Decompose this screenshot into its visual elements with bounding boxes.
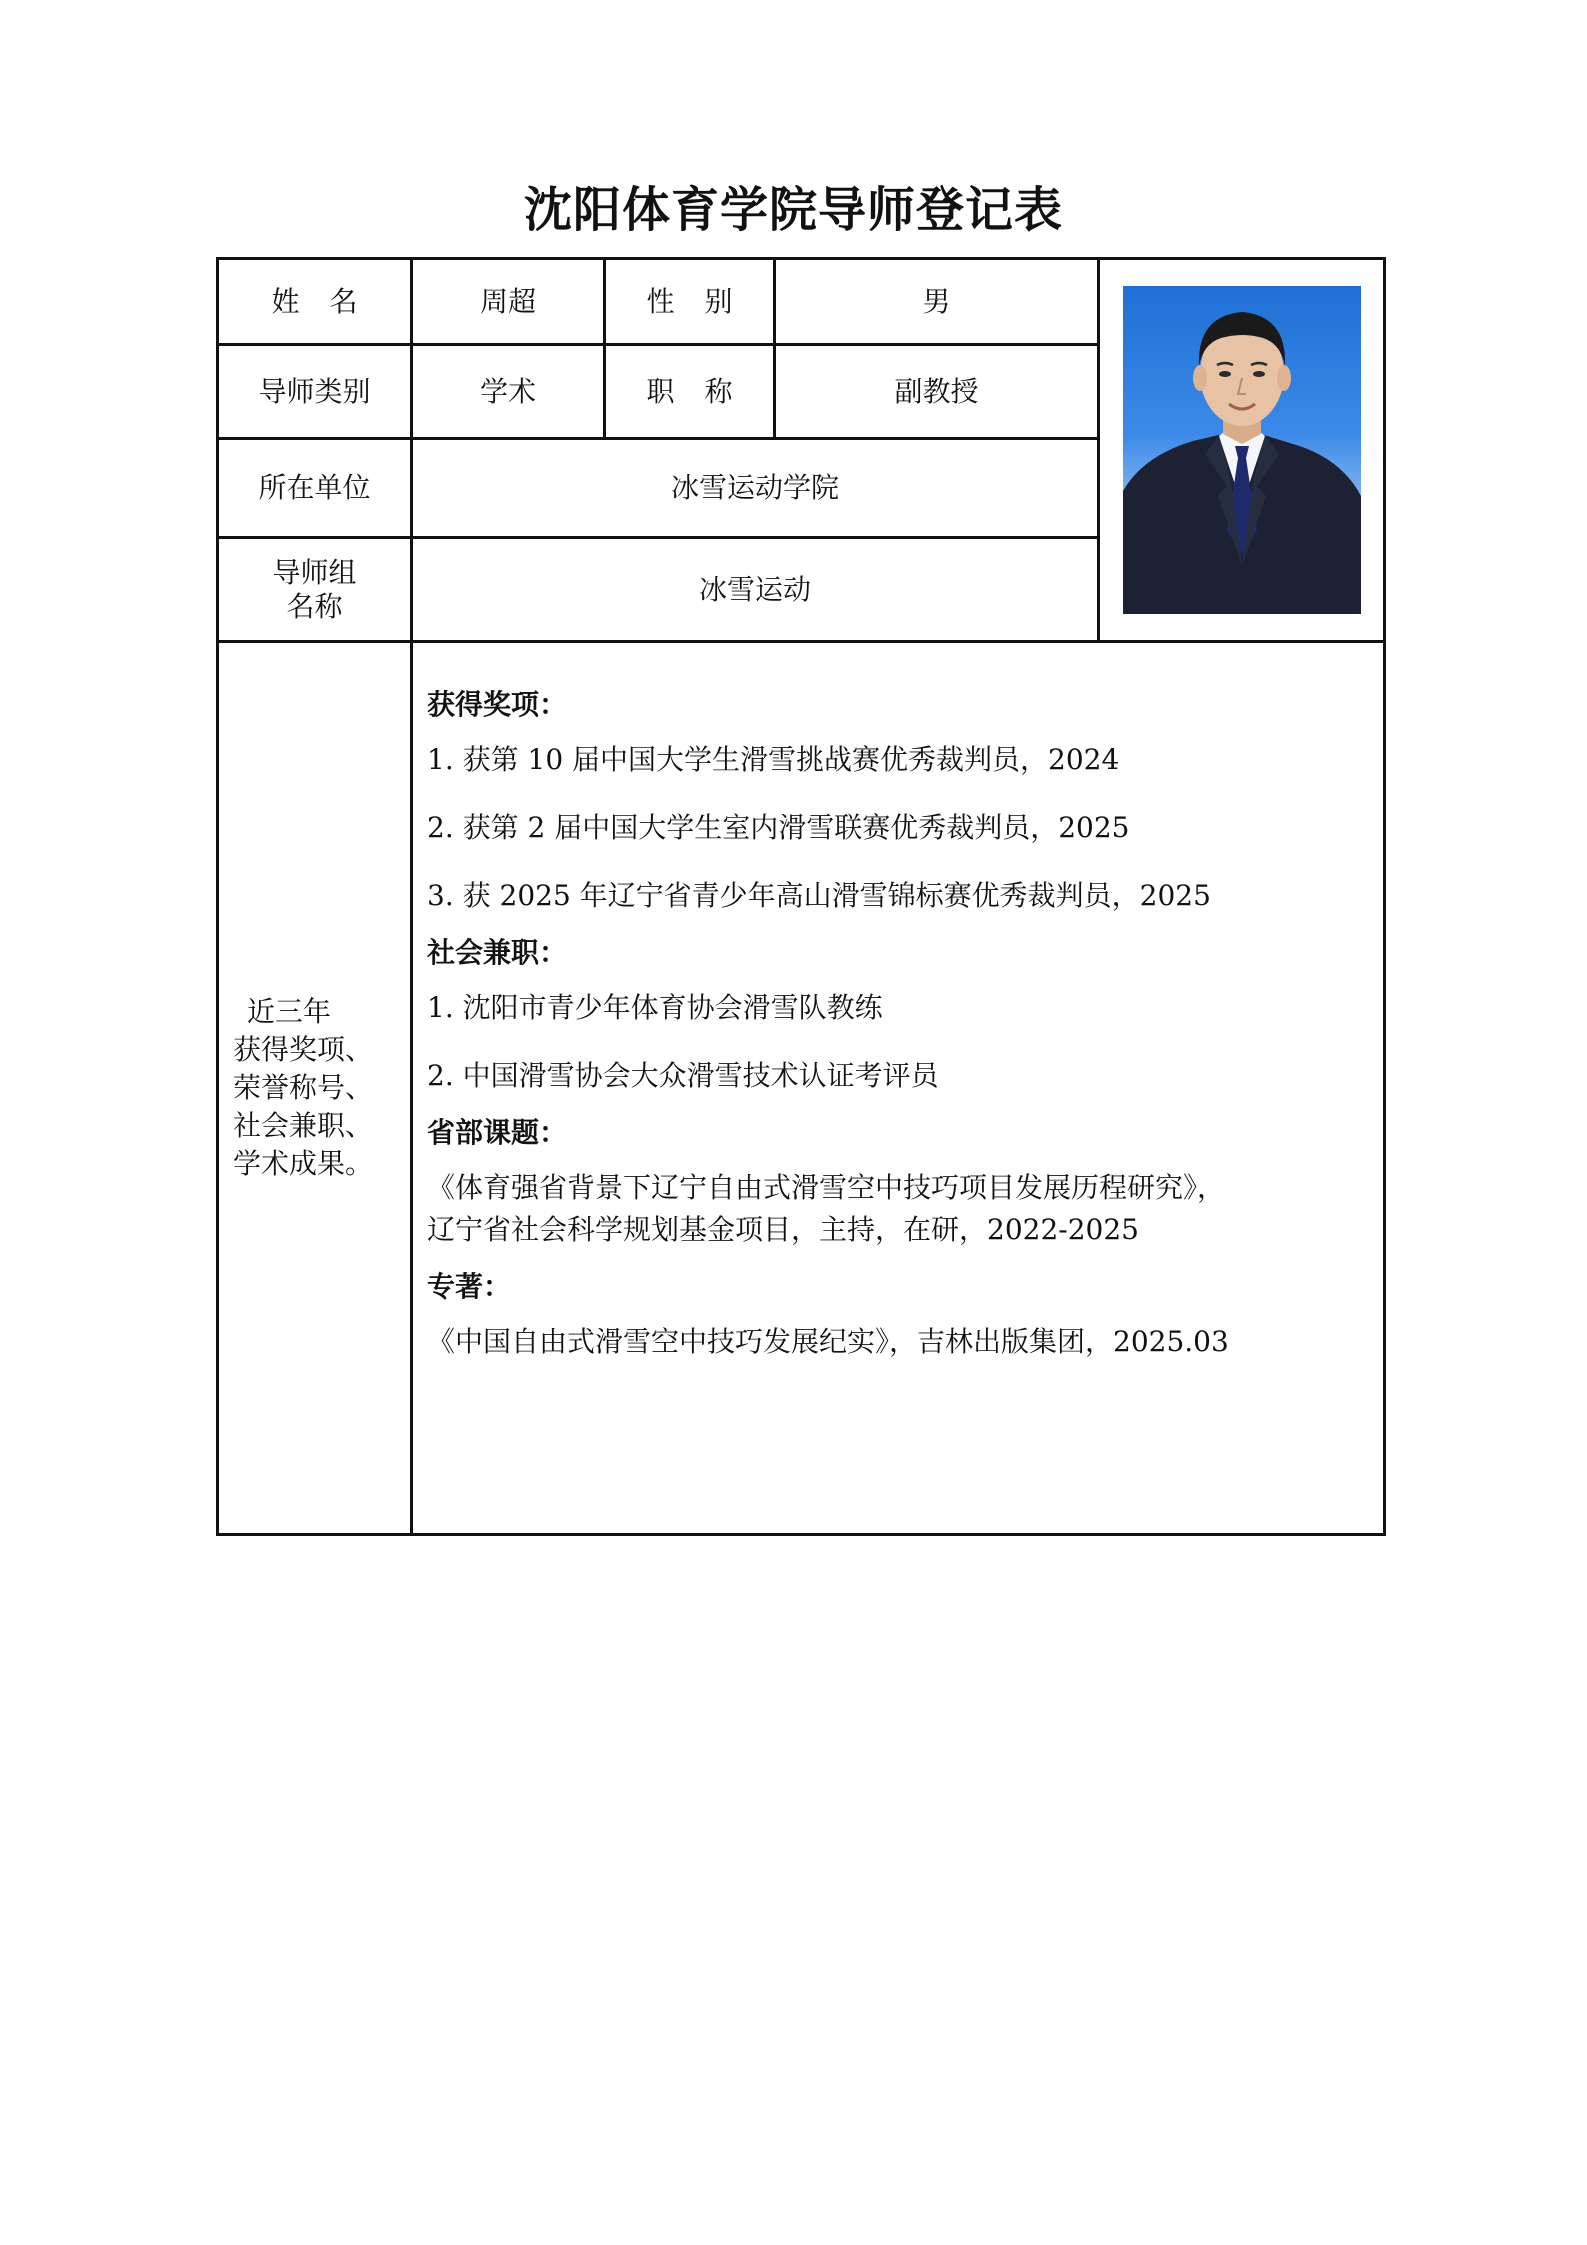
- photo-cell: [1099, 259, 1385, 642]
- book-item: 《中国自由式滑雪空中技巧发展纪实》，吉林出版集团，2025.03: [427, 1325, 1229, 1358]
- label-gender: 性别: [605, 259, 775, 345]
- portrait-photo: [1123, 286, 1361, 614]
- value-unit: 冰雪运动学院: [412, 439, 1099, 538]
- label-group-name-line2: 名称: [286, 589, 343, 623]
- project-line1: 《体育强省背景下辽宁自由式滑雪空中技巧项目发展历程研究》，: [427, 1171, 1226, 1204]
- label-name: 姓名: [218, 259, 412, 345]
- book-heading: 专著：: [427, 1270, 512, 1303]
- social-item: 1. 沈阳市青少年体育协会滑雪队教练: [427, 991, 883, 1024]
- label-mentor-type: 导师类别: [218, 345, 412, 439]
- portrait-illustration: [1123, 286, 1361, 614]
- label-group-name-line1: 导师组: [272, 555, 357, 589]
- social-item: 2. 中国滑雪协会大众滑雪技术认证考评员: [427, 1059, 939, 1092]
- value-name: 周超: [412, 259, 605, 345]
- label-title: 职称: [605, 345, 775, 439]
- value-gender: 男: [775, 259, 1099, 345]
- side-label-line3: 荣誉称号、: [233, 1071, 374, 1104]
- project-line2: 辽宁省社会科学规划基金项目，主持，在研，2022-2025: [427, 1213, 1139, 1246]
- side-label-line5: 学术成果。: [233, 1147, 374, 1180]
- label-achievements: [218, 642, 412, 1535]
- registration-form: [216, 257, 1386, 1536]
- social-heading: 社会兼职：: [427, 936, 568, 969]
- achievements-content: [412, 642, 1385, 1535]
- side-label-line4: 社会兼职、: [233, 1109, 374, 1142]
- side-label-line2: 获得奖项、: [233, 1033, 374, 1066]
- row-name-gender: [218, 259, 1385, 345]
- side-label-line1: 近三年: [247, 995, 332, 1028]
- value-mentor-type: 学术: [412, 345, 605, 439]
- award-item: 2. 获第 2 届中国大学生室内滑雪联赛优秀裁判员，2025: [427, 811, 1130, 844]
- page-title: 沈阳体育学院导师登记表: [523, 182, 1063, 238]
- label-group-name: [218, 538, 412, 642]
- label-unit: 所在单位: [218, 439, 412, 538]
- value-group-name: 冰雪运动: [412, 538, 1099, 642]
- row-achievements: [218, 642, 1385, 1535]
- awards-heading: 获得奖项：: [427, 688, 568, 721]
- value-title: 副教授: [775, 345, 1099, 439]
- project-heading: 省部课题：: [427, 1116, 568, 1149]
- award-item: 3. 获 2025 年辽宁省青少年高山滑雪锦标赛优秀裁判员，2025: [427, 879, 1211, 912]
- award-item: 1. 获第 10 届中国大学生滑雪挑战赛优秀裁判员，2024: [427, 743, 1120, 776]
- project-item: [427, 1167, 1363, 1251]
